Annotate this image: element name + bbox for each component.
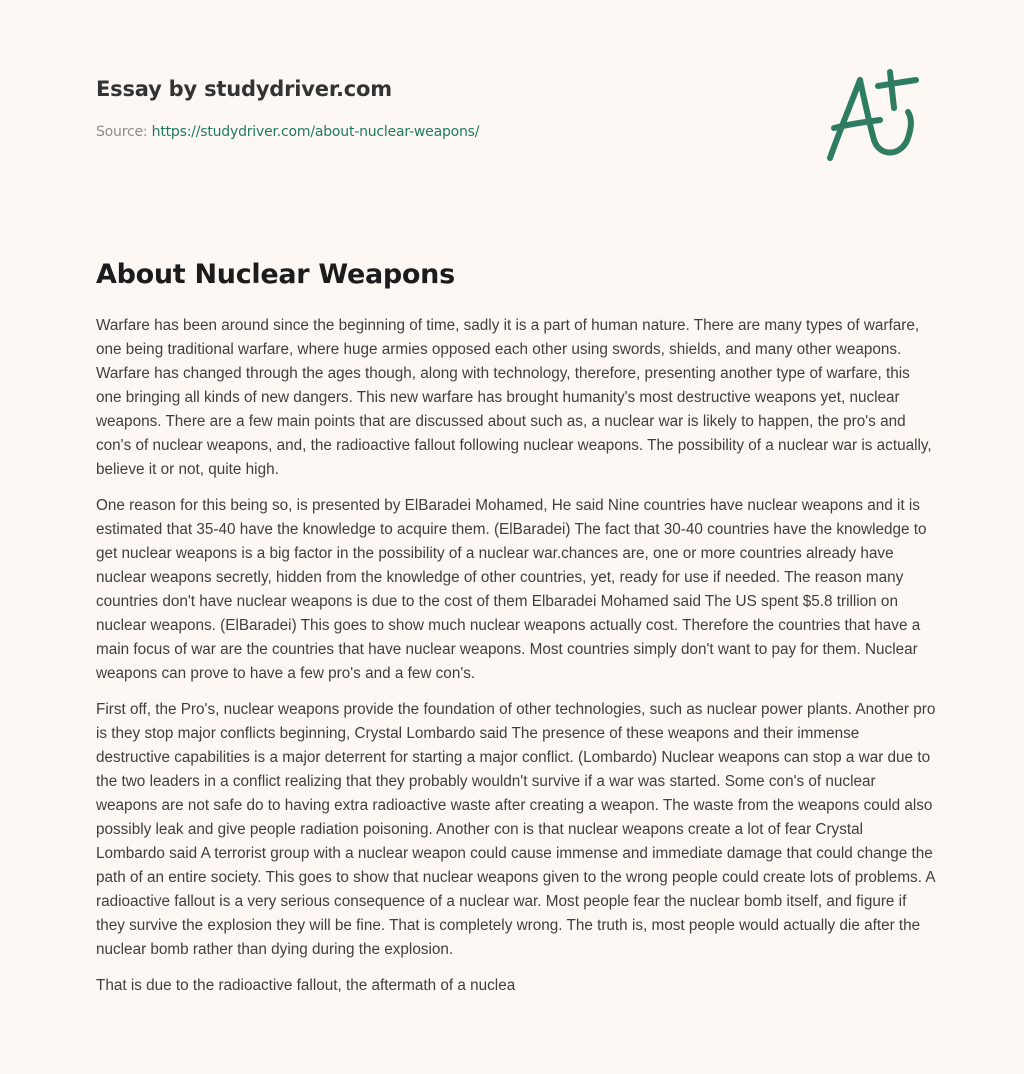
a-plus-grade-icon bbox=[822, 68, 930, 168]
essay-paragraph: Warfare has been around since the beginning of time, sadly it is a part of human nature. There are many types of warfare, one being traditional warfare, where huge armies opposed each other using swords, shields, and many other weapons. Warfare has changed through the ages though, along with technology, therefore, presenting another type of warfare, this one bringing all kinds of new dangers. This new warfare has brought humanity's most destructive weapons yet, nuclear weapons. There are a few main points that are discussed about such as, a nuclear war is likely to happen, the pro's and con's of nuclear weapons, and, the radioactive fallout following nuclear weapons. The possibility of a nuclear war is actually, believe it or not, quite high. bbox=[96, 317, 932, 478]
essay-title: About Nuclear Weapons bbox=[96, 259, 455, 290]
page-header bbox=[96, 74, 796, 142]
source-label: Source: bbox=[96, 124, 152, 140]
essay-paragraph: One reason for this being so, is presented by ElBaradei Mohamed, He said Nine countries have nuclear weapons and it is estimated that 35-40 have the knowledge to acquire them. (ElBaradei) The fact that 30-40 countries have the knowledge to get nuclear weapons is a big factor in the possibility of a nuclear war.chances are, one or more countries already have nuclear weapons secretly, hidden from the knowledge of other countries, yet, ready for use if needed. The reason many countries don't have nuclear weapons is due to the cost of them Elbaradei Mohamed said The US spent $5.8 trillion on nuclear weapons. (ElBaradei) This goes to show much nuclear weapons actually cost. Therefore the countries that have a main focus of war are the countries that have nuclear weapons. Most countries simply don't want to pay for them. Nuclear weapons can prove to have a few pro's and a few con's. bbox=[96, 497, 927, 682]
brand-title: Essay by studydriver.com bbox=[96, 77, 392, 101]
essay-body bbox=[96, 314, 936, 1010]
source-line bbox=[96, 122, 796, 142]
source-link[interactable]: https://studydriver.com/about-nuclear-weapons/ bbox=[151, 124, 480, 140]
essay-paragraph: First off, the Pro's, nuclear weapons provide the foundation of other technologies, such as nuclear power plants. Another pro is they stop major conflicts beginning, Crystal Lombardo said The presence of these weapons and their immense destructive capabilities is a major deterrent for starting a major conflict. (Lombardo) Nuclear weapons can stop a war due to the two leaders in a conflict realizing that they probably wouldn't survive if a war was started. Some con's of nuclear weapons are not safe do to having extra radioactive waste after creating a weapon. The waste from the weapons could also possibly leak and give people radiation poisoning. Another con is that nuclear weapons create a lot of fear Crystal Lombardo said A terrorist group with a nuclear weapon could cause immense and immediate damage that could change the path of an entire society. This goes to show that nuclear weapons given to the wrong people could create lots of problems. A radioactive fallout is a very serious consequence of a nuclear war. Most people fear the nuclear bomb itself, and figure if they survive the explosion they will be fine. That is completely wrong. The truth is, most people would actually die after the nuclear bomb rather than dying during the explosion. bbox=[96, 701, 936, 958]
essay-paragraph-truncated: That is due to the radioactive fallout, the aftermath of a nuclea bbox=[96, 977, 516, 994]
